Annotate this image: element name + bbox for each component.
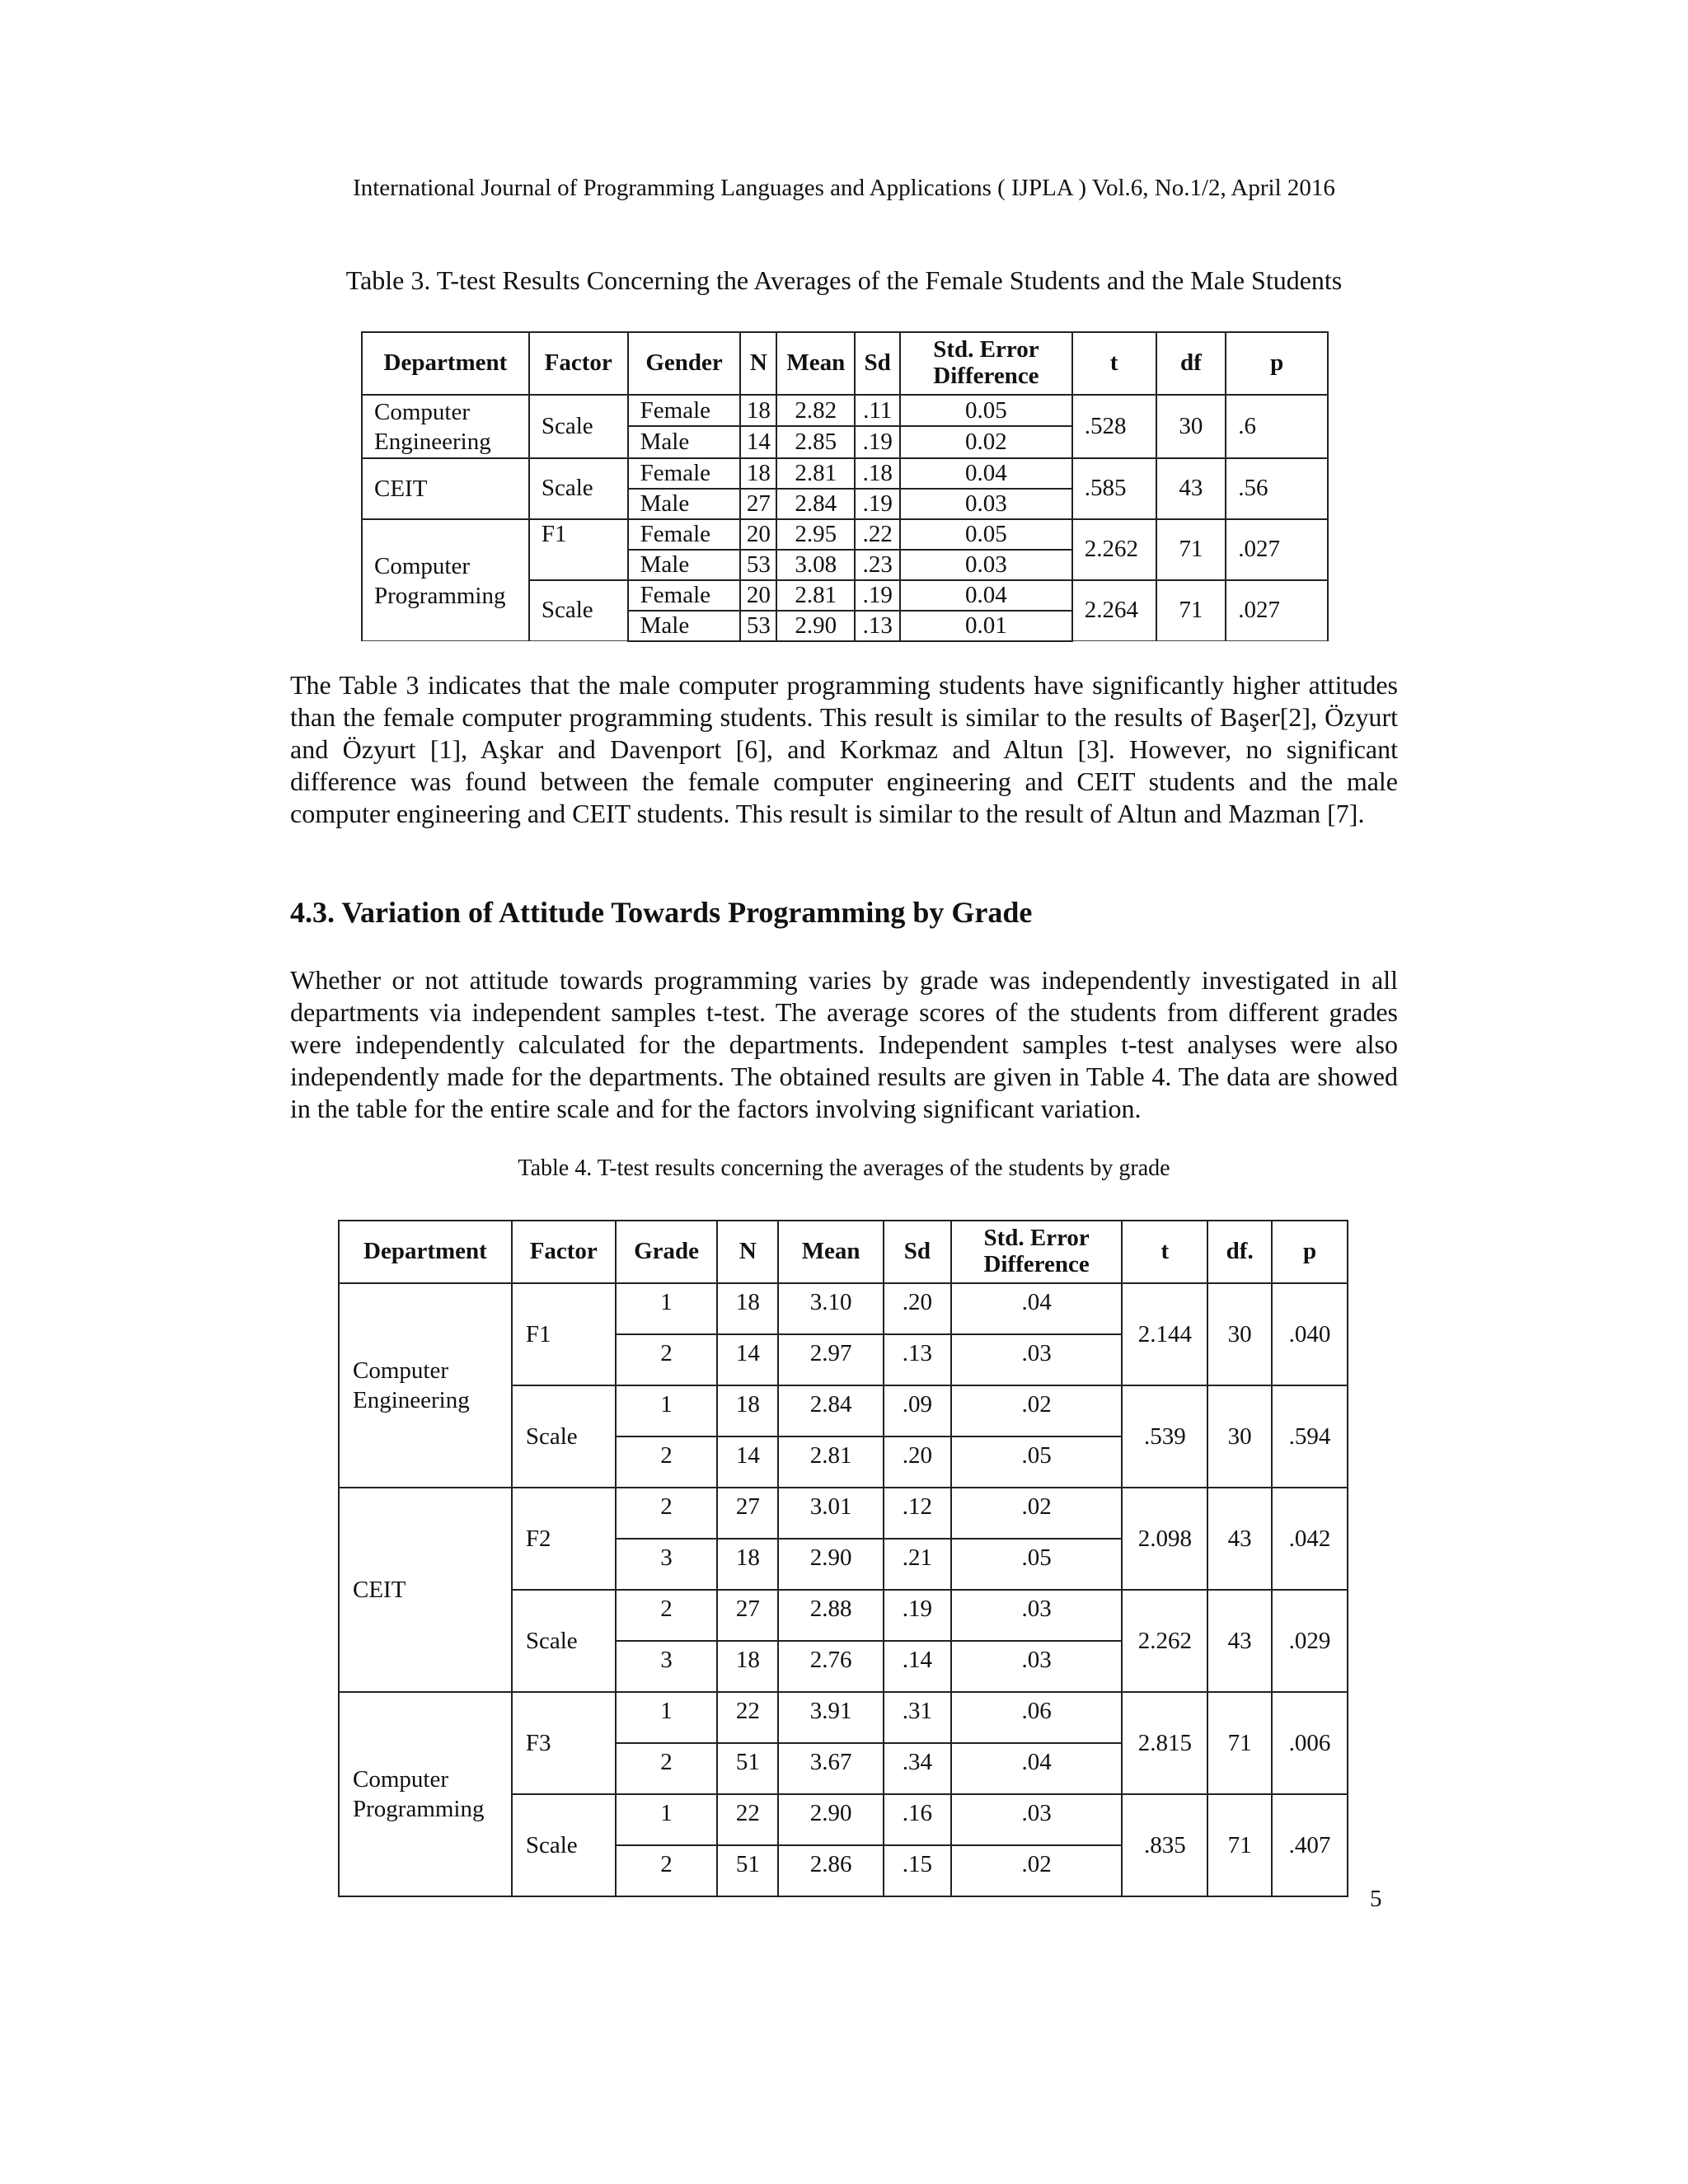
table4-se-cell: .04 bbox=[951, 1283, 1123, 1334]
table4-n-cell: 14 bbox=[717, 1334, 778, 1385]
table3-se-cell: 0.03 bbox=[900, 550, 1072, 580]
table-row bbox=[339, 1283, 1348, 1334]
table4-grade-cell: 3 bbox=[616, 1641, 718, 1692]
table3 bbox=[361, 331, 1329, 642]
table4-mean-cell: 2.90 bbox=[778, 1794, 884, 1845]
table3-se-cell: 0.02 bbox=[900, 426, 1072, 457]
table4-t-cell: .539 bbox=[1122, 1385, 1207, 1488]
table4-grade-cell: 1 bbox=[616, 1385, 718, 1436]
table3-factor-cell: Scale bbox=[529, 580, 628, 641]
table4 bbox=[338, 1220, 1348, 1897]
table4-se-cell: .02 bbox=[951, 1488, 1123, 1539]
table3-gender-cell: Male bbox=[628, 489, 741, 519]
table3-n-cell: 20 bbox=[740, 519, 776, 550]
table4-df-cell: 43 bbox=[1207, 1590, 1272, 1692]
table4-se-cell: .03 bbox=[951, 1590, 1123, 1641]
table4-grade-cell: 2 bbox=[616, 1743, 718, 1794]
table4-factor-cell: Scale bbox=[512, 1385, 616, 1488]
table4-sd-cell: .14 bbox=[884, 1641, 951, 1692]
table3-header-gender: Gender bbox=[628, 332, 741, 395]
table4-mean-cell: 2.84 bbox=[778, 1385, 884, 1436]
table4-t-cell: 2.815 bbox=[1122, 1692, 1207, 1794]
table4-mean-cell: 2.76 bbox=[778, 1641, 884, 1692]
table4-p-cell: .594 bbox=[1272, 1385, 1348, 1488]
table3-gender-cell: Male bbox=[628, 611, 741, 641]
table3-header-p: p bbox=[1226, 332, 1328, 395]
running-header: International Journal of Programming Languages and Applications ( IJPLA ) Vol.6, No.1/2, April 2016 bbox=[353, 175, 1335, 201]
table3-dept-cell: CEIT bbox=[362, 458, 529, 519]
table3-header-mean: Mean bbox=[776, 332, 855, 395]
table4-grade-cell: 2 bbox=[616, 1436, 718, 1488]
table4-df-cell: 71 bbox=[1207, 1794, 1272, 1896]
table3-mean-cell: 2.95 bbox=[776, 519, 855, 550]
table4-grade-cell: 1 bbox=[616, 1283, 718, 1334]
results-paragraph: The Table 3 indicates that the male computer programming students have significantly higher attitudes than the female computer programming students. This result is similar to the results of Başer[2], Özyurt and Özyurt [1], Aşkar and Davenport [6], and Korkmaz and Altun [3]. However, no significant difference was found between the female computer engineering and CEIT students and the male computer engineering and CEIT students. This result is similar to the result of Altun and Mazman [7]. bbox=[290, 670, 1398, 828]
table4-p-cell: .040 bbox=[1272, 1283, 1348, 1385]
table4-n-cell: 22 bbox=[717, 1794, 778, 1845]
table4-se-cell: .04 bbox=[951, 1743, 1123, 1794]
table3-p-cell: .027 bbox=[1226, 580, 1328, 641]
table4-mean-cell: 3.91 bbox=[778, 1692, 884, 1743]
table4-se-cell: .06 bbox=[951, 1692, 1123, 1743]
table3-se-cell: 0.04 bbox=[900, 580, 1072, 611]
table3-factor-cell: Scale bbox=[529, 395, 628, 458]
table-row bbox=[362, 519, 1328, 550]
page-number: 5 bbox=[1370, 1886, 1382, 1912]
table3-dept-cell: Computer Engineering bbox=[362, 395, 529, 458]
table3-t-cell: .585 bbox=[1072, 458, 1156, 519]
table3-df-cell: 43 bbox=[1156, 458, 1226, 519]
table4-n-cell: 18 bbox=[717, 1641, 778, 1692]
table3-se-cell: 0.01 bbox=[900, 611, 1072, 641]
table4-header-department: Department bbox=[339, 1221, 512, 1283]
table3-gender-cell: Female bbox=[628, 458, 741, 489]
table3-p-cell: .6 bbox=[1226, 395, 1328, 458]
table3-sd-cell: .13 bbox=[855, 611, 900, 641]
table4-header-p: p bbox=[1272, 1221, 1348, 1283]
table4-header-std-error bbox=[951, 1221, 1123, 1283]
table3-se-cell: 0.05 bbox=[900, 395, 1072, 426]
table3-n-cell: 18 bbox=[740, 395, 776, 426]
table3-header-std-error-line1: Std. Error bbox=[933, 336, 1039, 363]
table3-gender-cell: Male bbox=[628, 550, 741, 580]
table3-header-n: N bbox=[740, 332, 776, 395]
table4-df-cell: 30 bbox=[1207, 1283, 1272, 1385]
table4-p-cell: .006 bbox=[1272, 1692, 1348, 1794]
table3-sd-cell: .18 bbox=[855, 458, 900, 489]
table4-n-cell: 27 bbox=[717, 1590, 778, 1641]
table3-t-cell: .528 bbox=[1072, 395, 1156, 458]
table3-n-cell: 53 bbox=[740, 550, 776, 580]
table4-sd-cell: .19 bbox=[884, 1590, 951, 1641]
table4-n-cell: 18 bbox=[717, 1385, 778, 1436]
table4-factor-cell: Scale bbox=[512, 1590, 616, 1692]
table4-header-t: t bbox=[1122, 1221, 1207, 1283]
table3-header-std-error bbox=[900, 332, 1072, 395]
table3-df-cell: 71 bbox=[1156, 580, 1226, 641]
table4-header-factor: Factor bbox=[512, 1221, 616, 1283]
table4-mean-cell: 3.67 bbox=[778, 1743, 884, 1794]
table4-sd-cell: .34 bbox=[884, 1743, 951, 1794]
table4-mean-cell: 2.88 bbox=[778, 1590, 884, 1641]
table4-n-cell: 51 bbox=[717, 1743, 778, 1794]
table4-factor-cell: F2 bbox=[512, 1488, 616, 1590]
table4-sd-cell: .13 bbox=[884, 1334, 951, 1385]
table4-n-cell: 27 bbox=[717, 1488, 778, 1539]
table4-se-cell: .02 bbox=[951, 1845, 1123, 1896]
table3-p-cell: .027 bbox=[1226, 519, 1328, 580]
table3-gender-cell: Female bbox=[628, 580, 741, 611]
table4-factor-cell: F1 bbox=[512, 1283, 616, 1385]
table4-mean-cell: 3.10 bbox=[778, 1283, 884, 1334]
table4-t-cell: 2.144 bbox=[1122, 1283, 1207, 1385]
table4-grade-cell: 2 bbox=[616, 1845, 718, 1896]
table3-header-sd: Sd bbox=[855, 332, 900, 395]
table3-p-cell: .56 bbox=[1226, 458, 1328, 519]
table4-n-cell: 14 bbox=[717, 1436, 778, 1488]
table4-se-cell: .03 bbox=[951, 1794, 1123, 1845]
table4-sd-cell: .09 bbox=[884, 1385, 951, 1436]
table4-se-cell: .02 bbox=[951, 1385, 1123, 1436]
table4-sd-cell: .20 bbox=[884, 1283, 951, 1334]
table3-sd-cell: .23 bbox=[855, 550, 900, 580]
table3-mean-cell: 2.84 bbox=[776, 489, 855, 519]
table4-sd-cell: .21 bbox=[884, 1539, 951, 1590]
table4-dept-cell: Computer Programming bbox=[339, 1692, 512, 1896]
table4-sd-cell: .16 bbox=[884, 1794, 951, 1845]
table3-header-df: df bbox=[1156, 332, 1226, 395]
table3-sd-cell: .19 bbox=[855, 489, 900, 519]
table3-header-factor: Factor bbox=[529, 332, 628, 395]
table4-header-n: N bbox=[717, 1221, 778, 1283]
table4-header-std-error-line2: Difference bbox=[983, 1251, 1090, 1277]
table3-n-cell: 53 bbox=[740, 611, 776, 641]
table3-gender-cell: Male bbox=[628, 426, 741, 457]
table4-mean-cell: 2.86 bbox=[778, 1845, 884, 1896]
method-paragraph: Whether or not attitude towards programming varies by grade was independently investigated in all departments via independent samples t-test. The average scores of the students from different grades were independently calculated for the departments. Independent samples t-test analyses were also independently made for the departments. The obtained results are given in Table 4. The data are showed in the table for the entire scale and for the factors involving significant variation. bbox=[290, 965, 1398, 1123]
table3-header-department: Department bbox=[362, 332, 529, 395]
table4-p-cell: .029 bbox=[1272, 1590, 1348, 1692]
table3-mean-cell: 2.82 bbox=[776, 395, 855, 426]
table4-caption: Table 4. T-test results concerning the averages of the students by grade bbox=[518, 1155, 1170, 1181]
table3-header-t: t bbox=[1072, 332, 1156, 395]
table4-header-sd: Sd bbox=[884, 1221, 951, 1283]
table4-se-cell: .05 bbox=[951, 1436, 1123, 1488]
table3-se-cell: 0.05 bbox=[900, 519, 1072, 550]
table4-p-cell: .042 bbox=[1272, 1488, 1348, 1590]
table3-mean-cell: 2.90 bbox=[776, 611, 855, 641]
table3-t-cell: 2.264 bbox=[1072, 580, 1156, 641]
table4-grade-cell: 2 bbox=[616, 1488, 718, 1539]
section-heading: 4.3. Variation of Attitude Towards Programming by Grade bbox=[290, 896, 1033, 929]
table4-factor-cell: Scale bbox=[512, 1794, 616, 1896]
table4-t-cell: .835 bbox=[1122, 1794, 1207, 1896]
table-row bbox=[362, 458, 1328, 489]
table3-t-cell: 2.262 bbox=[1072, 519, 1156, 580]
table4-t-cell: 2.098 bbox=[1122, 1488, 1207, 1590]
table4-mean-cell: 2.81 bbox=[778, 1436, 884, 1488]
table3-factor-cell: F1 bbox=[529, 519, 628, 580]
table3-df-cell: 71 bbox=[1156, 519, 1226, 580]
table3-mean-cell: 2.85 bbox=[776, 426, 855, 457]
table3-factor-cell: Scale bbox=[529, 458, 628, 519]
table4-sd-cell: .20 bbox=[884, 1436, 951, 1488]
table3-n-cell: 20 bbox=[740, 580, 776, 611]
table4-n-cell: 18 bbox=[717, 1283, 778, 1334]
table4-header-df: df. bbox=[1207, 1221, 1272, 1283]
table3-sd-cell: .19 bbox=[855, 580, 900, 611]
table3-gender-cell: Female bbox=[628, 519, 741, 550]
table4-grade-cell: 3 bbox=[616, 1539, 718, 1590]
table-row bbox=[362, 395, 1328, 426]
table3-n-cell: 18 bbox=[740, 458, 776, 489]
table4-mean-cell: 2.97 bbox=[778, 1334, 884, 1385]
table4-grade-cell: 1 bbox=[616, 1692, 718, 1743]
table4-df-cell: 71 bbox=[1207, 1692, 1272, 1794]
table4-mean-cell: 3.01 bbox=[778, 1488, 884, 1539]
table4-se-cell: .03 bbox=[951, 1334, 1123, 1385]
table3-header-row bbox=[362, 332, 1328, 395]
table-row bbox=[339, 1488, 1348, 1539]
table-row bbox=[339, 1692, 1348, 1743]
table4-df-cell: 30 bbox=[1207, 1385, 1272, 1488]
table3-caption: Table 3. T-test Results Concerning the Averages of the Female Students and the Male Students bbox=[345, 265, 1343, 295]
table3-n-cell: 27 bbox=[740, 489, 776, 519]
table4-sd-cell: .12 bbox=[884, 1488, 951, 1539]
table3-mean-cell: 2.81 bbox=[776, 458, 855, 489]
table3-header-std-error-line2: Difference bbox=[933, 363, 1039, 389]
table4-factor-cell: F3 bbox=[512, 1692, 616, 1794]
table4-df-cell: 43 bbox=[1207, 1488, 1272, 1590]
table4-grade-cell: 1 bbox=[616, 1794, 718, 1845]
table4-grade-cell: 2 bbox=[616, 1334, 718, 1385]
table4-se-cell: .05 bbox=[951, 1539, 1123, 1590]
table4-p-cell: .407 bbox=[1272, 1794, 1348, 1896]
table3-mean-cell: 2.81 bbox=[776, 580, 855, 611]
table3-n-cell: 14 bbox=[740, 426, 776, 457]
table4-n-cell: 51 bbox=[717, 1845, 778, 1896]
table4-header-grade: Grade bbox=[616, 1221, 718, 1283]
table3-dept-cell: Computer Programming bbox=[362, 519, 529, 641]
table3-se-cell: 0.04 bbox=[900, 458, 1072, 489]
table4-se-cell: .03 bbox=[951, 1641, 1123, 1692]
table4-sd-cell: .31 bbox=[884, 1692, 951, 1743]
table4-n-cell: 18 bbox=[717, 1539, 778, 1590]
table4-t-cell: 2.262 bbox=[1122, 1590, 1207, 1692]
table4-header-row bbox=[339, 1221, 1348, 1283]
table3-se-cell: 0.03 bbox=[900, 489, 1072, 519]
table4-dept-cell: CEIT bbox=[339, 1488, 512, 1692]
table3-df-cell: 30 bbox=[1156, 395, 1226, 458]
table4-header-mean: Mean bbox=[778, 1221, 884, 1283]
table4-dept-cell: Computer Engineering bbox=[339, 1283, 512, 1488]
table3-mean-cell: 3.08 bbox=[776, 550, 855, 580]
table3-sd-cell: .11 bbox=[855, 395, 900, 426]
table3-sd-cell: .22 bbox=[855, 519, 900, 550]
table3-sd-cell: .19 bbox=[855, 426, 900, 457]
table4-grade-cell: 2 bbox=[616, 1590, 718, 1641]
table4-header-std-error-line1: Std. Error bbox=[983, 1225, 1090, 1252]
table4-mean-cell: 2.90 bbox=[778, 1539, 884, 1590]
table3-gender-cell: Female bbox=[628, 395, 741, 426]
table4-n-cell: 22 bbox=[717, 1692, 778, 1743]
table4-sd-cell: .15 bbox=[884, 1845, 951, 1896]
